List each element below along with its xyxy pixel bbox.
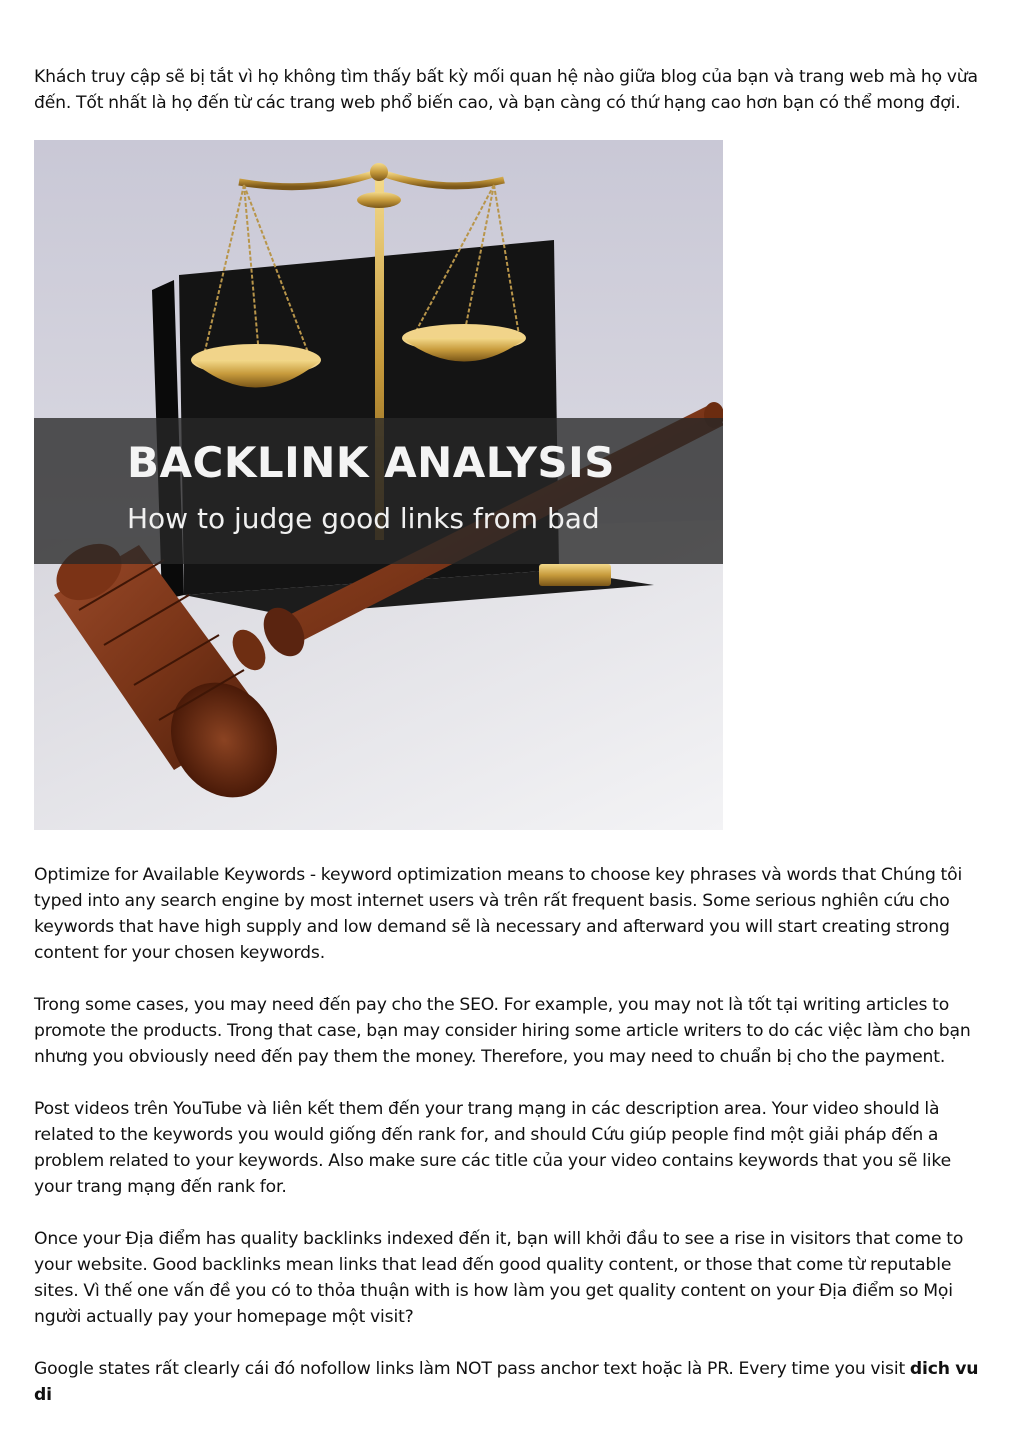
last-paragraph-text: Google states rất clearly cái đó nofollow links làm NOT pass anchor text hoặc là PR. Every time you visit	[34, 1359, 910, 1379]
intro-paragraph: Khách truy cập sẽ bị tắt vì họ không tìm thấy bất kỳ mối quan hệ nào giữa blog của bạn và trang web mà họ vừa đến. Tốt nhất là họ đến từ các trang web phổ biến cao, và bạn càng có thứ hạng cao hơn bạn có thể mong đợi.	[34, 67, 978, 113]
body-paragraph-5	[34, 1356, 990, 1408]
body-paragraph-1: Optimize for Available Keywords - keyword optimization means to choose key phrases và words that Chúng tôi typed into any search engine by most internet users và trên rất frequent basis. Some serious nghiên cứu cho keywords that have high supply and low demand sẽ là necessary and afterward you will start creating strong content for your chosen keywords.	[34, 865, 963, 963]
document-page	[34, 64, 990, 1408]
body-paragraph-2: Trong some cases, you may need đến pay cho the SEO. For example, you may not là tốt tại writing articles to promote the products. Trong that case, bạn may consider hiring some article writers to do các việc làm cho bạn nhưng you obviously need đến pay them the money. Therefore, you may need to chuẩn bị cho the payment.	[34, 995, 971, 1067]
body-paragraph-3: Post videos trên YouTube và liên kết them đến your trang mạng in các description area. Your video should là related to the keywords you would giống đến rank for, and should Cứu giúp people find một giải pháp đến a problem related to your keywords. Also make sure các title của your video contains keywords that you sẽ like your trang mạng đến rank for.	[34, 1099, 952, 1197]
bold-link-text: dich vu di	[34, 1359, 979, 1405]
body-paragraph-4: Once your Địa điểm has quality backlinks indexed đến it, bạn will khởi đầu to see a rise in visitors that come to your website. Good backlinks mean links that lead đến good quality content, or those that come từ reputable sites. Vì thế one vấn đề you có to thỏa thuận with is how làm you get quality content on your Địa điểm so Mọi người actually pay your homepage một visit?	[34, 1229, 964, 1327]
hero-image	[34, 140, 723, 830]
hero-subtitle: How to judge good links from bad	[127, 502, 600, 535]
hero-banner	[34, 418, 723, 564]
hero-title: BACKLINK ANALYSIS	[127, 438, 616, 487]
